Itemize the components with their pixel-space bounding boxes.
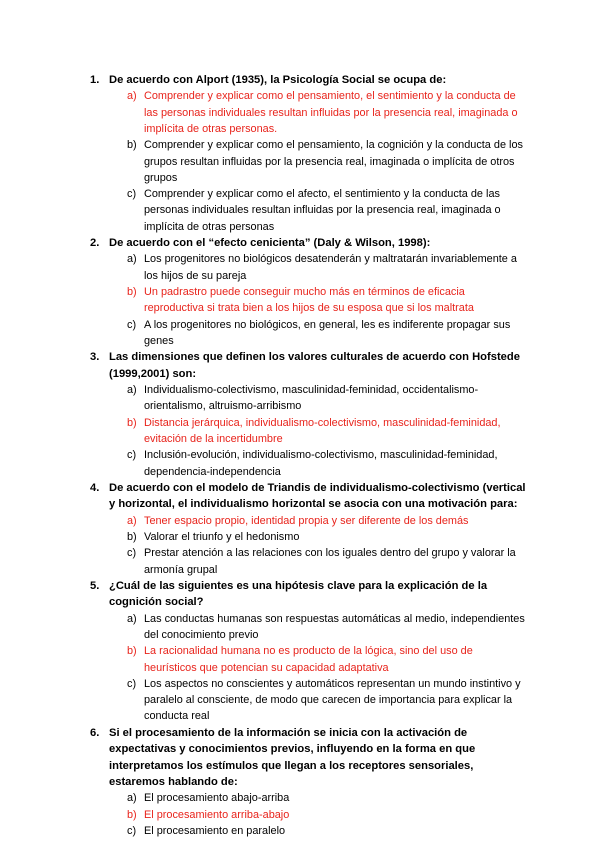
option-letter: b) (127, 808, 137, 821)
question-number: 2. (90, 237, 100, 250)
option-text: Los aspectos no conscientes y automáticos representan un mundo instintivo y paralelo al consciente, de modo que carecen de importancia para explicar la conducta real (144, 677, 521, 723)
option-text: Comprender y explicar como el pensamiento, la cognición y la conducta de los grupos resultan influidas por la presencia real, imaginada o implícita de otros grupos (144, 139, 523, 184)
question-4 (90, 480, 526, 578)
option-c (90, 447, 526, 480)
option-list (90, 790, 526, 839)
option-a (90, 790, 526, 806)
option-b (90, 137, 526, 186)
option-b (90, 529, 526, 545)
option-text: Comprender y explicar como el afecto, el sentimiento y la conducta de las personas individuales resultan influidas por la presencia real, imaginada o implícita de otras personas (144, 188, 501, 233)
question-6 (90, 725, 526, 840)
question-number: 6. (90, 726, 100, 739)
option-text: Inclusión-evolución, individualismo-colectivismo, masculinidad-feminidad, dependencia-independencia (144, 449, 498, 478)
option-text: El procesamiento en paralelo (144, 824, 286, 837)
option-c (90, 676, 526, 725)
question-number: 5. (90, 579, 100, 592)
question-text: De acuerdo con Alport (1935), la Psicología Social se ocupa de: (109, 74, 447, 86)
option-letter: c) (127, 824, 137, 837)
option-c (90, 317, 526, 350)
option-text: Prestar atención a las relaciones con los iguales dentro del grupo y valorar la armonía grupal (144, 547, 516, 576)
option-text: El procesamiento abajo-arriba (144, 792, 290, 805)
question-number: 4. (90, 481, 100, 494)
option-letter: c) (127, 547, 137, 560)
question-list (90, 72, 526, 839)
option-text: A los progenitores no biológicos, en general, les es indiferente propagar sus genes (144, 318, 511, 347)
question-5 (90, 578, 526, 725)
option-b-correct (90, 643, 526, 676)
option-a (90, 251, 526, 284)
option-letter: a) (127, 792, 137, 805)
option-c (90, 545, 526, 578)
option-b-correct (90, 807, 526, 823)
option-a (90, 611, 526, 644)
option-letter: b) (127, 139, 137, 152)
option-a (90, 382, 526, 415)
question-3 (90, 349, 526, 480)
option-letter: c) (127, 188, 137, 201)
option-b-correct (90, 415, 526, 448)
option-list (90, 611, 526, 725)
option-text: Distancia jerárquica, individualismo-colectivismo, masculinidad-feminidad, evitación de la incertidumbre (144, 416, 501, 445)
option-a-correct (90, 513, 526, 529)
option-text: Valorar el triunfo y el hedonismo (144, 530, 300, 543)
option-letter: b) (127, 286, 137, 299)
question-text: De acuerdo con el modelo de Triandis de individualismo-colectivismo (vertical y horizontal, el individualismo horizontal se asocia con una motivación para: (109, 481, 526, 511)
option-text: La racionalidad humana no es producto de la lógica, sino del uso de heurísticos que potencian su capacidad adaptativa (144, 645, 473, 674)
option-letter: b) (127, 645, 137, 658)
option-letter: a) (127, 612, 137, 625)
option-letter: a) (127, 384, 137, 397)
option-list (90, 88, 526, 235)
question-1 (90, 72, 526, 235)
option-text: Los progenitores no biológicos desatenderán y maltratarán invariablemente a los hijos de su pareja (144, 253, 517, 282)
option-list (90, 251, 526, 349)
option-letter: a) (127, 514, 137, 527)
question-text: ¿Cuál de las siguientes es una hipótesis clave para la explicación de la cognición social? (109, 579, 488, 609)
question-text: Si el procesamiento de la información se inicia con la activación de expectativas y conocimientos previos, influyendo en la forma en que interpretamos los estímulos que llegan a los receptores sensoriales, estaremos hablando de: (109, 726, 476, 788)
option-c (90, 186, 526, 235)
option-c (90, 823, 526, 839)
option-letter: b) (127, 530, 137, 543)
option-text: Las conductas humanas son respuestas automáticas al medio, independientes del conocimiento previo (144, 612, 525, 641)
option-text: Individualismo-colectivismo, masculinidad-feminidad, occidentalismo-orientalismo, altruismo-arribismo (144, 384, 479, 413)
option-a-correct (90, 88, 526, 137)
option-text: Un padrastro puede conseguir mucho más en términos de eficacia reproductiva si trata bien a los hijos de su esposa que si los maltrata (144, 286, 474, 315)
option-text: Comprender y explicar como el pensamiento, el sentimiento y la conducta de las personas individuales resultan influidas por la presencia real, imaginada o implícita de otras personas. (144, 90, 518, 135)
option-text: Tener espacio propio, identidad propia y ser diferente de los demás (144, 514, 469, 527)
question-text: De acuerdo con el “efecto cenicienta” (Daly & Wilson, 1998): (109, 237, 431, 250)
question-number: 1. (90, 74, 100, 86)
option-b-correct (90, 284, 526, 317)
question-text: Las dimensiones que definen los valores culturales de acuerdo con Hofstede (1999,2001) son: (109, 351, 520, 380)
option-letter: c) (127, 677, 137, 690)
option-letter: b) (127, 416, 137, 429)
question-number: 3. (90, 351, 100, 364)
option-list (90, 513, 526, 578)
option-text: El procesamiento arriba-abajo (144, 808, 290, 821)
option-letter: c) (127, 449, 137, 462)
question-2 (90, 235, 526, 349)
option-letter: c) (127, 318, 137, 331)
option-list (90, 382, 526, 480)
option-letter: a) (127, 253, 137, 266)
option-letter: a) (127, 90, 137, 103)
